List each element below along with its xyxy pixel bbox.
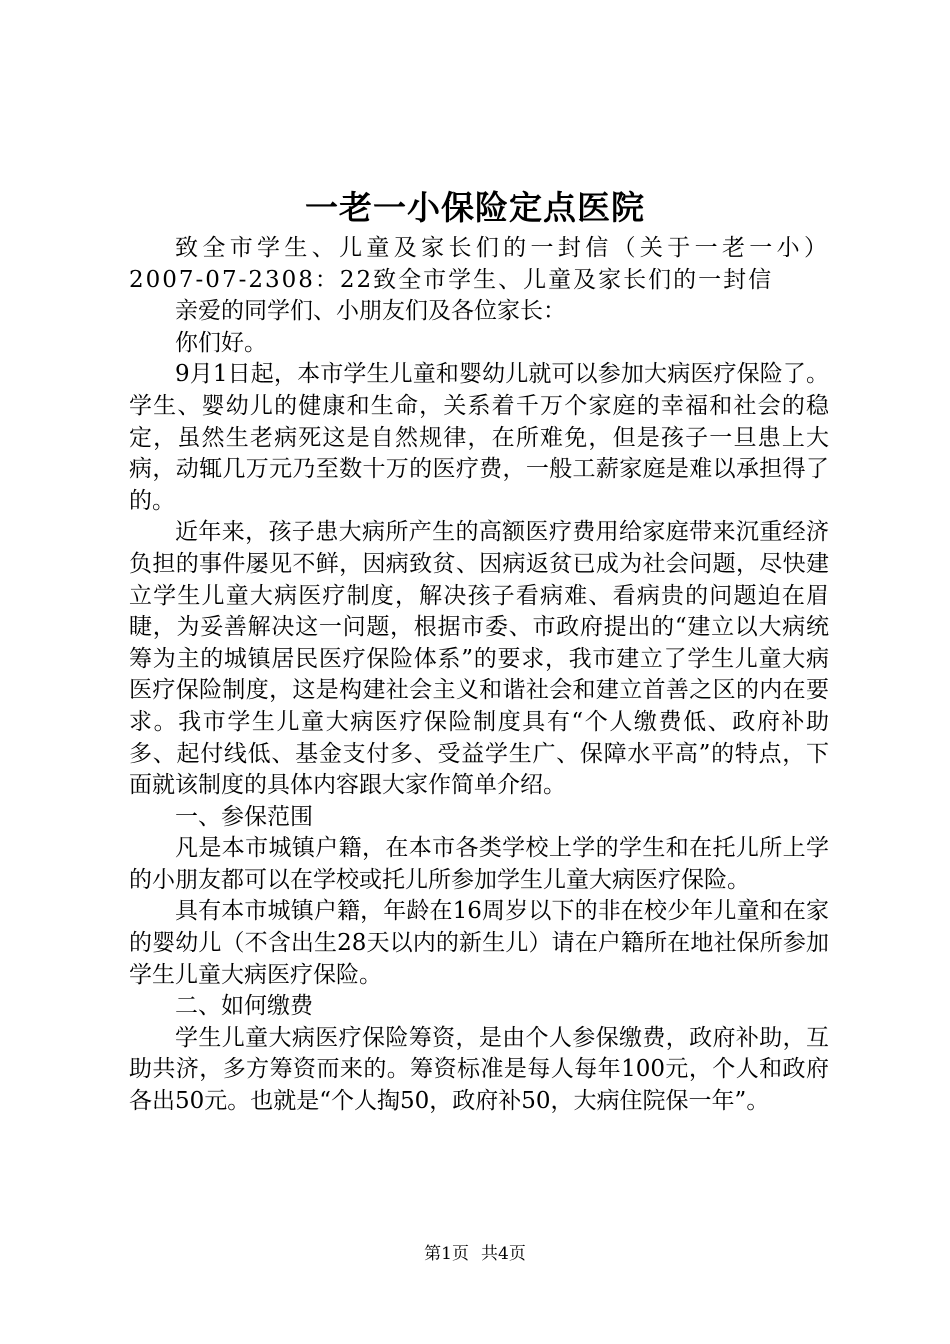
paragraph-scope-students: 凡是本市城镇户籍，在本市各类学校上学的学生和在托儿所上学的小朋友都可以在学校或托儿所参加学生儿童大病医疗保险。 xyxy=(129,835,829,893)
page-total: 共4页 xyxy=(481,1244,526,1264)
paragraph-background: 近年来，孩子患大病所产生的高额医疗费用给家庭带来沉重经济负担的事件屡见不鲜，因病致贫、因病返贫已成为社会问题，尽快建立学生儿童大病医疗制度，解决孩子看病难、看病贵的问题迫在眉睫，为妥善解决这一问题，根据市委、市政府提出的“建立以大病统筹为主的城镇居民医疗保险体系”的要求，我市建立了学生儿童大病医疗保险制度，这是构建社会主义和谐社会和建立首善之区的内在要求。我市学生儿童大病医疗保险制度具有“个人缴费低、政府补助多、起付线低、基金支付多、受益学生广、保障水平高”的特点，下面就该制度的具体内容跟大家作简单介绍。 xyxy=(129,519,829,799)
paragraph-intro: 致全市学生、儿童及家长们的一封信（关于一老一小）2007-07-2308：22致全市学生、儿童及家长们的一封信 xyxy=(129,235,829,293)
paragraph-start-date: 9月1日起，本市学生儿童和婴幼儿就可以参加大病医疗保险了。学生、婴幼儿的健康和生命，关系着千万个家庭的幸福和社会的稳定，虽然生老病死这是自然规律，在所难免，但是孩子一旦患上大病，动辄几万元乃至数十万的医疗费，一般工薪家庭是难以承担得了的。 xyxy=(129,361,829,514)
page-number: 第1页 xyxy=(424,1244,469,1264)
paragraph-salutation: 亲爱的同学们、小朋友们及各位家长： xyxy=(175,298,566,325)
document-body xyxy=(129,233,829,1118)
paragraph-greeting: 你们好。 xyxy=(175,329,267,356)
paragraph-payment: 学生儿童大病医疗保险筹资，是由个人参保缴费，政府补助，互助共济，多方筹资而来的。筹资标准是每人每年100元，个人和政府各出50元。也就是“个人掏50，政府补50，大病住院保一年”。 xyxy=(129,1024,829,1115)
section-heading-scope: 一、参保范围 xyxy=(175,803,313,830)
paragraph-scope-children: 具有本市城镇户籍，年龄在16周岁以下的非在校少年儿童和在家的婴幼儿（不含出生28天以内的新生儿）请在户籍所在地社保所参加学生儿童大病医疗保险。 xyxy=(129,898,829,988)
page-title: 一老一小保险定点医院 xyxy=(305,188,645,227)
section-heading-payment: 二、如何缴费 xyxy=(175,993,313,1020)
page-footer xyxy=(0,1242,950,1266)
